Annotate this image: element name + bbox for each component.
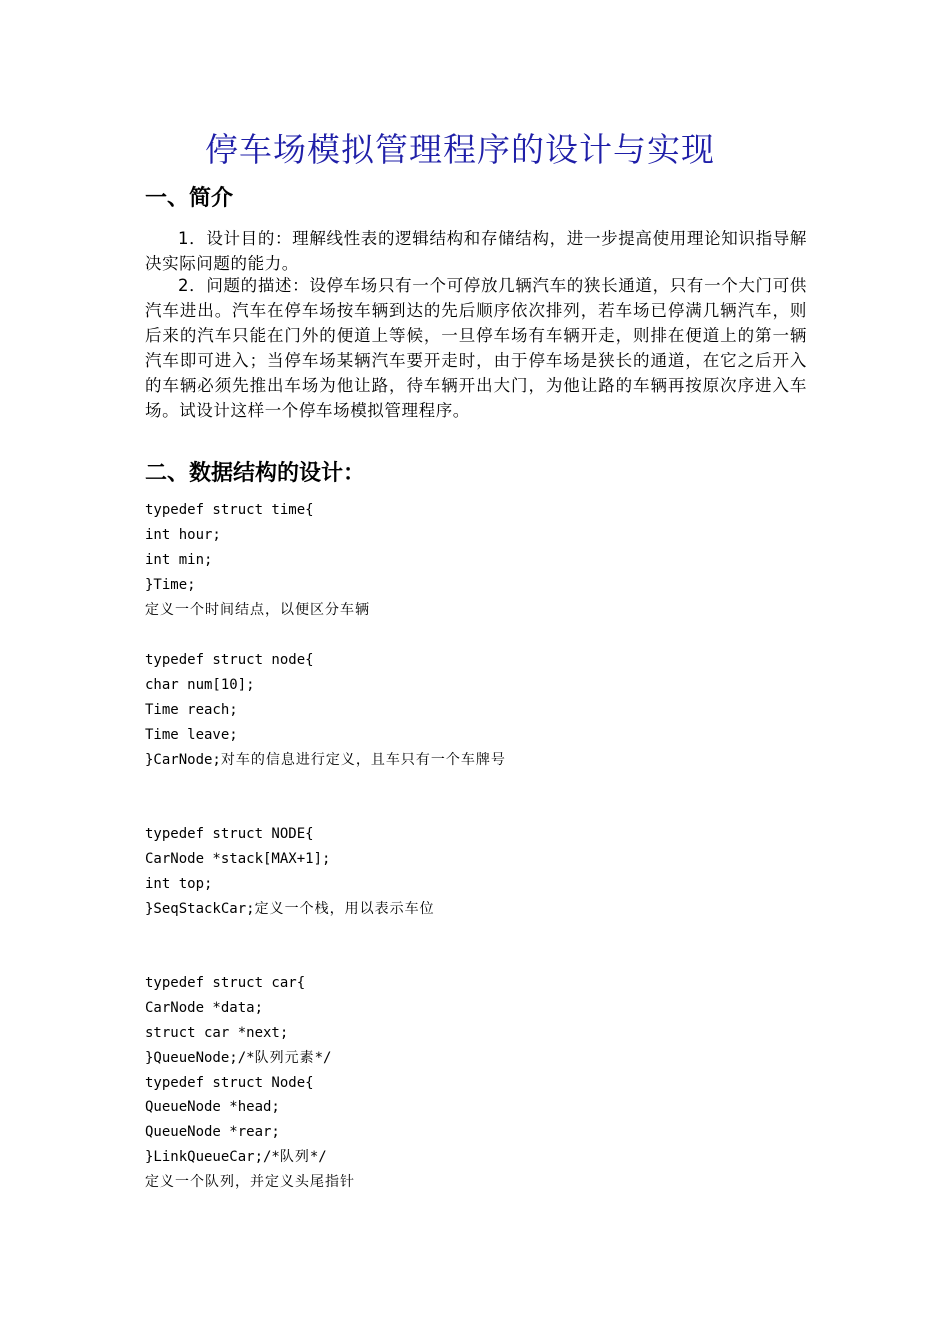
code-comment: 队列 [279, 1149, 310, 1166]
code-text: */ [314, 1049, 332, 1066]
code-block-time [145, 498, 825, 622]
code-line [145, 1046, 825, 1071]
code-line [145, 748, 825, 773]
code-block-carnode [145, 648, 825, 772]
section-heading-data-structure: 二、数据结构的设计： [145, 461, 366, 486]
code-note: 定义一个栈，用以表示车位 [254, 900, 435, 917]
code-line: }Time; [145, 576, 196, 593]
code-line: typedef struct NODE{ [145, 826, 314, 842]
code-block-stack [145, 822, 825, 922]
code-comment: 队列元素 [254, 1049, 315, 1066]
code-line: typedef struct car{ [145, 975, 306, 991]
code-line: Time leave; [145, 726, 238, 743]
code-line: char num[10]; [145, 676, 255, 693]
section-heading-intro: 一、简介 [145, 186, 234, 211]
code-line: Time reach; [145, 701, 238, 718]
code-line: int hour; [145, 526, 221, 543]
document-title: 停车场模拟管理程序的设计与实现 [205, 130, 715, 169]
code-text: }LinkQueueCar;/* [145, 1149, 280, 1166]
paragraph-body: 理解线性表的逻辑结构和存储结构，进一步提高使用理论知识指导解决实际问题的能力。 [145, 229, 808, 273]
code-line: typedef struct node{ [145, 652, 314, 668]
paragraph-lead: 2．问题的描述： [178, 276, 310, 295]
code-line [145, 897, 825, 922]
code-block-queue [145, 971, 825, 1195]
code-text: }SeqStackCar; [145, 900, 255, 917]
code-line: int min; [145, 551, 213, 568]
paragraph-problem-description [145, 273, 807, 423]
code-line: CarNode *stack[MAX+1]; [145, 850, 331, 867]
code-line: struct car *next; [145, 1024, 289, 1041]
paragraph-body: 设停车场只有一个可停放几辆汽车的狭长通道，只有一个大门可供汽车进出。汽车在停车场按车辆到达的先后顺序依次排列，若车场已停满几辆汽车，则后来的汽车只能在门外的便道上等候，一旦停车场有车辆开走，则排在便道上的第一辆汽车即可进入；当停车场某辆汽车要开走时，由于停车场是狭长的通道，在它之后开入的车辆必须先推出车场为他让路，待车辆开出大门，为他让路的车辆再按原次序进入车场。试设计这样一个停车场模拟管理程序。 [145, 276, 807, 420]
code-note: 定义一个队列，并定义头尾指针 [145, 1174, 355, 1191]
code-text: */ [309, 1149, 327, 1166]
code-note: 对车的信息进行定义，且车只有一个车牌号 [220, 751, 506, 768]
code-line: QueueNode *head; [145, 1099, 280, 1116]
code-text: }QueueNode;/* [145, 1049, 255, 1066]
paragraph-lead: 1．设计目的： [178, 229, 293, 248]
paragraph-design-purpose [145, 226, 807, 276]
code-line: int top; [145, 875, 213, 892]
code-line: CarNode *data; [145, 999, 264, 1016]
code-note: 定义一个时间结点，以便区分车辆 [145, 601, 370, 618]
code-text: }CarNode; [145, 751, 221, 768]
code-line: typedef struct time{ [145, 502, 314, 518]
code-line: QueueNode *rear; [145, 1124, 280, 1141]
code-line [145, 1145, 825, 1170]
code-line: typedef struct Node{ [145, 1074, 314, 1091]
